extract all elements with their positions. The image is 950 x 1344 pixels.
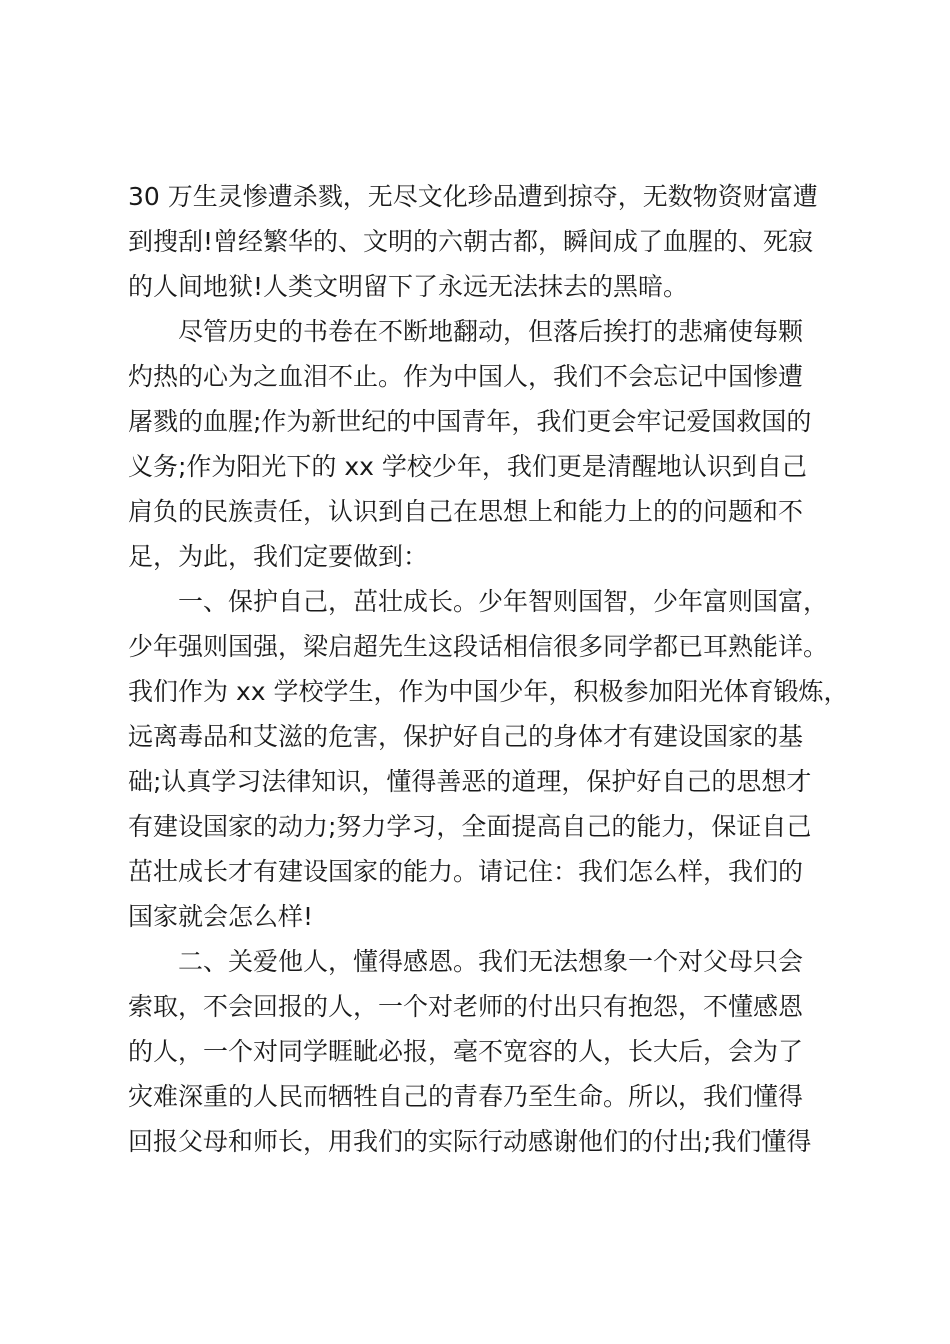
text-line: 我们作为 xx 学校学生，作为中国少年，积极参加阳光体育锻炼， <box>128 677 849 706</box>
text-line: 灼热的心为之血泪不止。作为中国人，我们不会忘记中国惨遭 <box>128 362 804 391</box>
text-line: 到搜刮!曾经繁华的、文明的六朝古都，瞬间成了血腥的、死寂 <box>128 227 814 256</box>
text-line: 国家就会怎么样! <box>128 902 314 931</box>
text-line: 础;认真学习法律知识，懂得善恶的道理，保护好自己的思想才 <box>128 767 812 796</box>
section-heading-line: 二、关爱他人，懂得感恩。我们无法想象一个对父母只会 <box>178 947 804 976</box>
text-line: 灾难深重的人民而牺牲自己的青春乃至生命。所以，我们懂得 <box>128 1082 804 1111</box>
document-body <box>128 174 849 1164</box>
text-line: 的人，一个对同学睚眦必报，毫不宽容的人，长大后，会为了 <box>128 1037 804 1066</box>
text-line: 肩负的民族责任，认识到自己在思想上和能力上的的问题和不 <box>128 497 804 526</box>
text-line: 回报父母和师长，用我们的实际行动感谢他们的付出;我们懂得 <box>128 1127 812 1156</box>
text-line: 索取，不会回报的人，一个对老师的付出只有抱怨，不懂感恩 <box>128 992 804 1021</box>
text-line: 远离毒品和艾滋的危害，保护好自己的身体才有建设国家的基 <box>128 722 804 751</box>
text-line: 的人间地狱!人类文明留下了永远无法抹去的黑暗。 <box>128 272 689 301</box>
paragraph-first-line: 尽管历史的书卷在不断地翻动，但落后挨打的悲痛使每颗 <box>178 317 804 346</box>
text-line: 30 万生灵惨遭杀戮，无尽文化珍品遭到掠夺，无数物资财富遭 <box>128 182 818 211</box>
text-line: 足，为此，我们定要做到： <box>128 542 429 571</box>
text-line: 屠戮的血腥;作为新世纪的中国青年，我们更会牢记爱国救国的 <box>128 407 812 436</box>
text-line: 有建设国家的动力;努力学习，全面提高自己的能力，保证自己 <box>128 812 812 841</box>
section-heading-line: 一、保护自己，茁壮成长。少年智则国智，少年富则国富， <box>178 587 829 616</box>
text-line: 义务;作为阳光下的 xx 学校少年，我们更是清醒地认识到自己 <box>128 452 807 481</box>
text-line: 茁壮成长才有建设国家的能力。请记住：我们怎么样，我们的 <box>128 857 804 886</box>
text-line: 少年强则国强，梁启超先生这段话相信很多同学都已耳熟能详。 <box>128 632 829 661</box>
